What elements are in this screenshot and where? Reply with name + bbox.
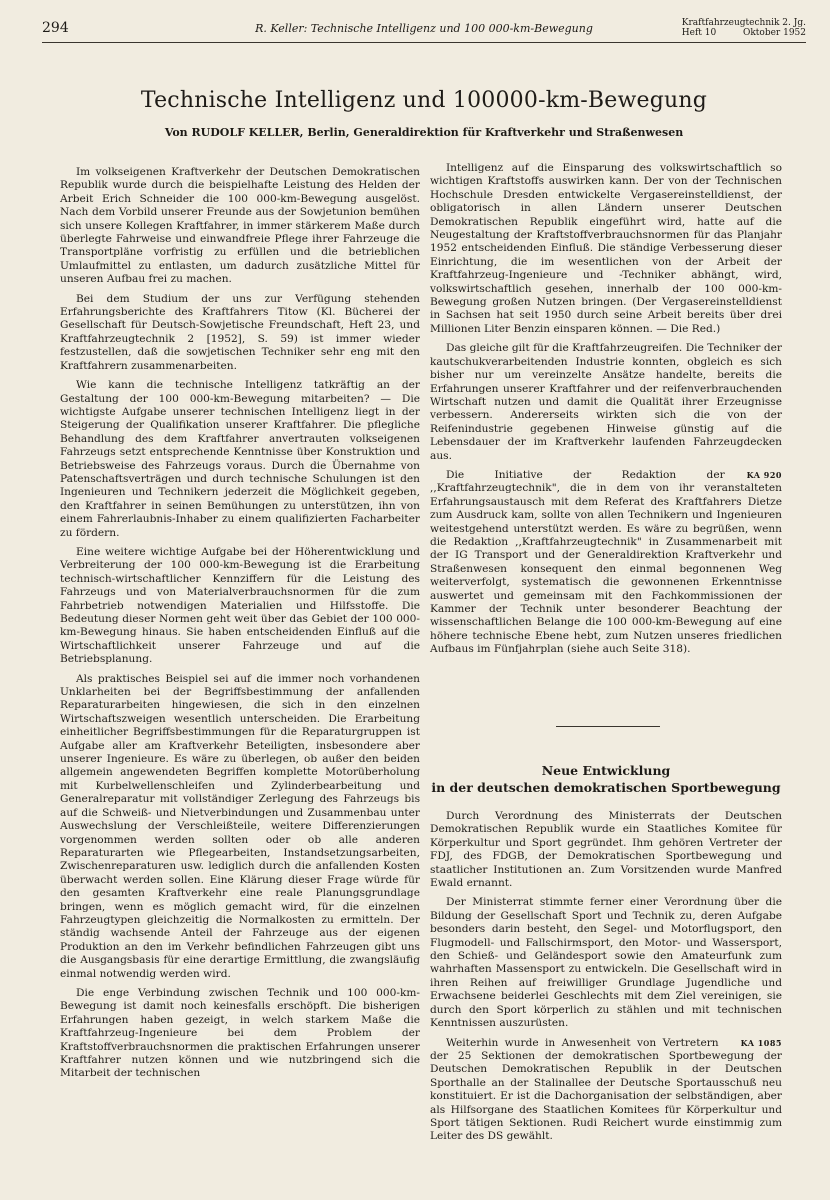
- paragraph: [430, 1037, 782, 1144]
- news-ref-code: KA 1085: [740, 1037, 782, 1048]
- news-title-line: Neue Entwicklung: [541, 763, 671, 778]
- paragraph: Der Ministerrat stimmte ferner einer Verordnung über die Bildung der Gesellschaft Sport und Technik zu, deren Aufgabe besonders darin besteht, den Segel- und Motorflugsport, den Flugmodell- und Fallschirmsport, den Motor- und Wassersport, den Schieß- und Geländesport sowie den Amateurfunk zum wahrhaften Massensport zu entwickeln. Die Gesellschaft wird in ihren Reihen auf freiwilliger Grundlage Jugendliche und Erwachsene beiderlei Geschlechts mit dem Ziel vereinigen, sie durch den Sport körperlich zu stählen und mit technischen Kenntnissen auszurüsten.: [430, 896, 782, 1030]
- journal-name: Kraftfahrzeugtechnik 2. Jg.: [681, 18, 806, 28]
- right-column: [430, 162, 782, 663]
- paragraph: Durch Verordnung des Ministerrats der Deutschen Demokratischen Republik wurde ein Staatliches Komitee für Körperkultur und Sport gegründet. Ihm gehören Vertreter der FDJ, des FDGB, der Demokratischen Sportbewegung und staatlicher Institutionen an. Zum Vorsitzenden wurde Manfred Ewald ernannt.: [430, 810, 782, 890]
- paragraph: Eine weitere wichtige Aufgabe bei der Höherentwicklung und Verbreiterung der 100 000-km-Bewegung ist die Erarbeitung technisch-wirtschaftlicher Kennziffern für die Leistung des Fahrzeugs und von Materialverbrauchsnormen für die zum Fahrbetrieb notwendigen Materialien und Hilfsstoffe. Die Bedeutung dieser Normen geht weit über das Gebiet der 100 000-km-Bewegung hinaus. Sie haben entscheidenden Einfluß auf die Wirtschaftlichkeit unserer Fahrzeuge und auf die Betriebsplanung.: [60, 545, 420, 666]
- news-column: [430, 810, 782, 1150]
- paragraph-text: Die Initiative der Redaktion der ,,Kraftfahrzeugtechnik", die in dem von ihr veranstalteten Erfahrungsaustausch mit dem Referat des Kraftfahrers Dietze zum Ausdruck kam, sollte von allen Technikern und Ingenieuren weitestgehend unterstützt werden. Es wäre zu begrüßen, wenn die Redaktion ,,Kraftfahrzeugtechnik" in Zusammenarbeit mit der IG Transport und der Generaldirektion Kraftverkehr und Straßenwesen konsequent den einmal begonnenen Weg weiterverfolgt, systematisch die gewonnenen Erkenntnisse auswertet und gemeinsam mit den Fachkommissionen der Kammer der Technik unter besonderer Beachtung der wissenschaftlichen Belange die 100 000-km-Bewegung auf eine höhere technische Ebene hebt, zum Nutzen unseres friedlichen Aufbaus im Fünfjahrplan (siehe auch Seite 318).: [430, 468, 782, 656]
- news-title-line: in der deutschen demokratischen Sportbewegung: [431, 780, 781, 795]
- paragraph: Das gleiche gilt für die Kraftfahrzeugreifen. Die Techniker der kautschukverarbeitenden Industrie konnten, obgleich es sich bisher nur um vereinzelte Ansätze handelte, bereits die Erfahrungen unserer Kraftfahrer und der reifenverbrauchenden Wirtschaft nutzen und damit die Qualität ihrer Erzeugnisse verbessern. Andererseits wirkten sich die von der Reifenindustrie gegebenen Hinweise günstig auf die Lebensdauer der im Kraftverkehr laufenden Fahrzeugdecken aus.: [430, 342, 782, 462]
- paragraph: [430, 469, 782, 657]
- article-byline: Von RUDOLF KELLER, Berlin, Generaldirektion für Kraftverkehr und Straßenwesen: [164, 126, 684, 139]
- issue-number: Heft 10: [681, 28, 717, 38]
- paragraph: Im volkseigenen Kraftverkehr der Deutschen Demokratischen Republik wurde durch die beispielhafte Leistung des Helden der Arbeit Erich Schneider die 100 000-km-Bewegung ausgelöst. Nach dem Vorbild unserer Freunde aus der Sowjetunion bemühen sich unsere Kollegen Kraftfahrer, in immer stärkerem Maße durch überlegte Fahrweise und einwandfreie Pflege ihrer Fahrzeuge die Transportpläne vorfristig zu erfüllen und die betrieblichen Umlaufmittel zu entlasten, um dadurch zusätzliche Mittel für unseren Aufbau frei zu machen.: [60, 166, 420, 286]
- article-title: Technische Intelligenz und 100000-km-Bewegung: [140, 88, 708, 113]
- paragraph: Die enge Verbindung zwischen Technik und 100 000-km-Bewegung ist damit noch keinesfalls erschöpft. Die bisherigen Erfahrungen haben gezeigt, in welch starkem Maße die Kraftfahrzeug-Ingenieure bei dem Problem der Kraftstoffverbrauchsnormen die praktischen Erfahrungen unserer Kraftfahrer nutzen können und wie nutzbringend sich die Mitarbeit der technischen: [60, 986, 420, 1080]
- page-number: 294: [42, 20, 69, 36]
- paragraph: Als praktisches Beispiel sei auf die immer noch vorhandenen Unklarheiten bei der Begriffsbestimmung der anfallenden Reparaturarbeiten hingewiesen, die sich in den einzelnen Wirtschaftszweigen wesentlich unterscheiden. Die Erarbeitung einheitlicher Begriffsbestimmungen für die Reparaturgruppen ist Aufgabe aller am Kraftverkehr Beteiligten, insbesondere aber unserer Ingenieure. Es wäre zu überlegen, ob außer den beiden allgemein angewendeten Begriffen komplette Motorüberholung mit Kurbelwellenschleifen und Zylinderbearbeitung und Generalreparatur mit vollständiger Zerlegung des Fahrzeugs bis auf die Schweiß- und Nietverbindungen und Zusammenbau unter Auswechslung der Verschleißteile, weitere Differenzierungen vorgenommen werden sollten oder ob alle anderen Reparaturarten wie Pflegearbeiten, Instandsetzungsarbeiten, Zwischenreparaturen usw. lediglich durch die anfallenden Kosten überwacht werden sollen. Eine Klärung dieser Frage würde für den gesamten Kraftverkehr eine reale Planungsgrundlage bringen, wenn es möglich gemacht wird, für die einzelnen Fahrzeugtypen gleichzeitig die Normalkosten zu ermitteln. Der ständig wachsende Anteil der Fahrzeuge aus der eigenen Produktion an den im Verkehr befindlichen Fahrzeugen gibt uns die Ausgangsbasis für eine derartige Ermittlung, die zwangsläufig einmal notwendig werden wird.: [60, 672, 420, 980]
- journal-info: [682, 18, 806, 38]
- news-title: [430, 762, 782, 796]
- paragraph-text: Weiterhin wurde in Anwesenheit von Vertretern der 25 Sektionen der demokratischen Sportbewegung der Deutschen Demokratischen Republik in der Deutschen Sporthalle an der Stalinallee der Deutsche Sportausschuß neu konstituiert. Er ist die Dachorganisation der selbständigen, aber als Hilfsorgane des Staatlichen Komitees für Körperkultur und Sport tätigen Sektionen. Rudi Reichert wurde einstimmig zum Leiter des DS gewählt.: [430, 1036, 782, 1143]
- article-ref-code: KA 920: [746, 469, 782, 480]
- running-header: [42, 20, 806, 43]
- paragraph: Wie kann die technische Intelligenz tatkräftig an der Gestaltung der 100 000-km-Bewegung mitarbeiten? — Die wichtigste Aufgabe unserer technischen Intelligenz liegt in der Steigerung der Qualifikation unserer Kraftfahrer. Die pflegliche Behandlung des dem Kraftfahrer anvertrauten volkseigenen Fahrzeugs setzt entsprechende Kenntnisse über Konstruktion und Betriebsweise des Fahrzeugs voraus. Durch die Übernahme von Patenschaftsverträgen und durch technische Schulungen ist den Ingenieuren und Technikern jederzeit die Möglichkeit gegeben, den Kraftfahrer in seinen Bemühungen zu unterstützen, ihn von einem Fahrerlaubnis-Inhaber zu einem qualifizierten Facharbeiter zu fördern.: [60, 379, 420, 539]
- section-divider: [556, 726, 660, 727]
- paragraph: Intelligenz auf die Einsparung des volkswirtschaftlich so wichtigen Kraftstoffs auswirken kann. Der von der Technischen Hochschule Dresden entwickelte Vergasereinstelldienst, der obligatorisch in allen Ländern unserer Deutschen Demokratischen Republik eingeführt wird, hatte auf die Neugestaltung der Kraftstoffverbrauchsnormen für das Planjahr 1952 entscheidenden Einfluß. Die ständige Verbesserung dieser Einrichtung, die im wesentlichen von der Arbeit der Kraftfahrzeug-Ingenieure und -Techniker abhängt, wird, volkswirtschaftlich gesehen, innerhalb der 100 000-km-Bewegung großen Nutzen bringen. (Der Vergasereinstelldienst in Sachsen hat seit 1950 durch seine Arbeit bereits über drei Millionen Liter Benzin einsparen können. — Die Red.): [430, 162, 782, 335]
- left-column: [60, 166, 420, 1087]
- paragraph: Bei dem Studium der uns zur Verfügung stehenden Erfahrungsberichte des Kraftfahrers Titow (Kl. Bücherei der Gesellschaft für Deutsch-Sowjetische Freundschaft, Heft 23, und Kraftfahrzeugtechnik 2 [1952], S. 59) ist immer wieder festzustellen, daß die sowjetischen Techniker sehr eng mit den Kraftfahrern zusammenarbeiten.: [60, 292, 420, 372]
- running-title: R. Keller: Technische Intelligenz und 100 000-km-Bewegung: [255, 22, 593, 35]
- issue-date: Oktober 1952: [742, 28, 806, 38]
